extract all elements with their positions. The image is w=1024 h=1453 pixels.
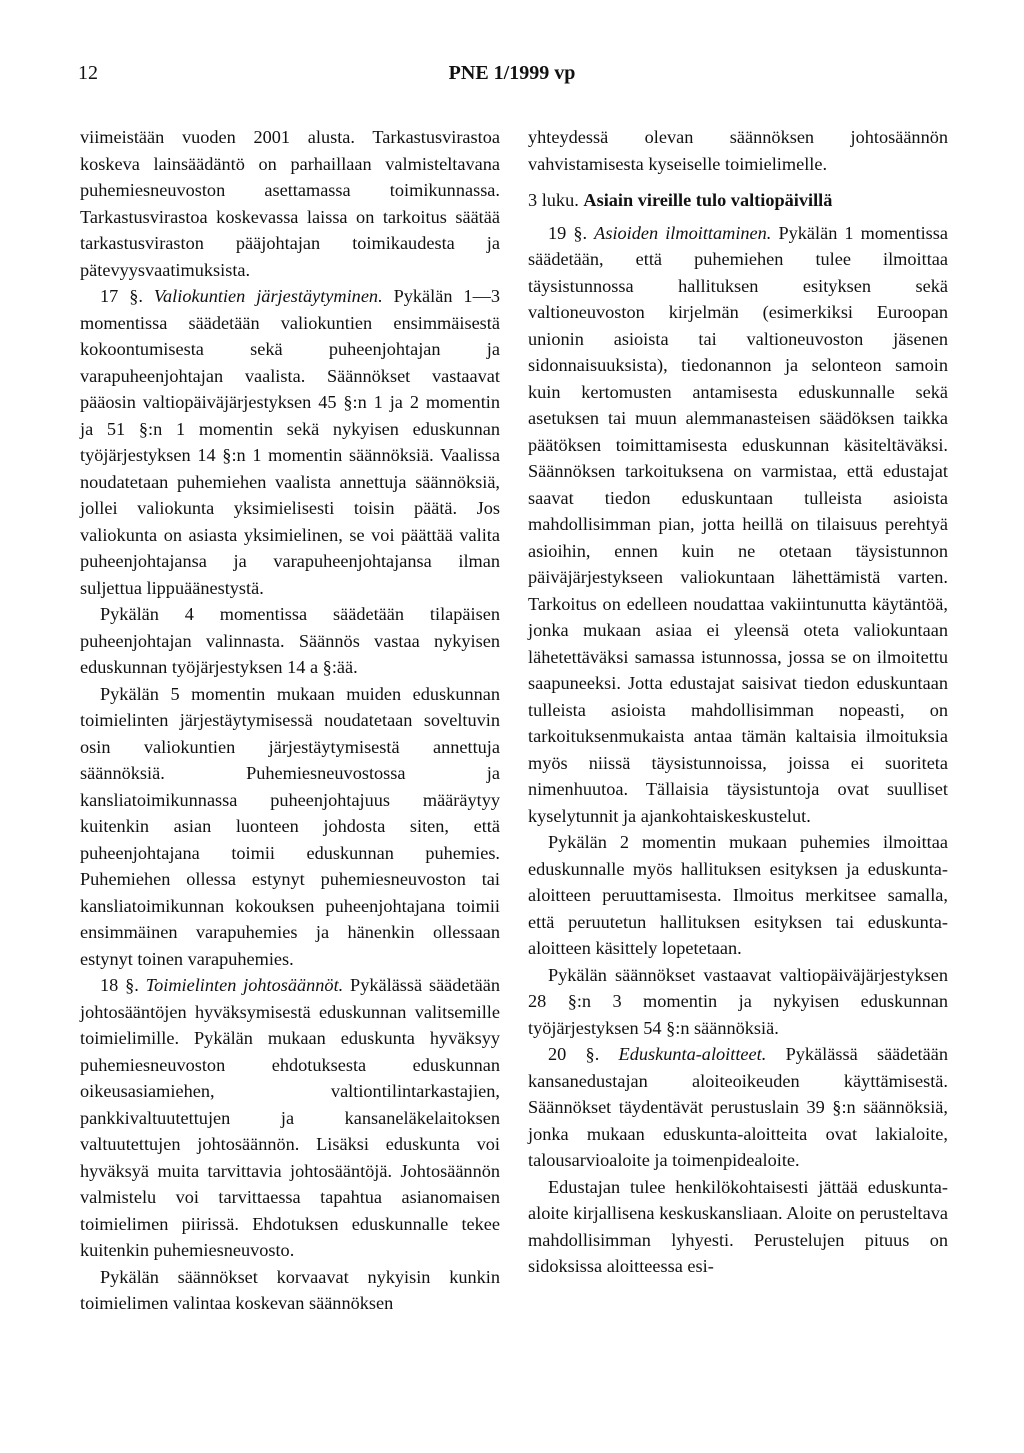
section-number: 17 §. <box>100 286 143 306</box>
section-title: Asioiden ilmoittaminen. <box>594 222 772 243</box>
page-header <box>78 62 946 92</box>
section-title: Eduskunta-aloitteet. <box>618 1044 767 1064</box>
paragraph-continuation: viimeistään vuoden 2001 alusta. Tarkastusvirastoa koskeva lainsäädäntö on parhaillaan valmisteltavana puhemiesneuvoston asettamassa toimikunnassa. Tarkastusvirastoa koskevassa laissa on tarkoitus säätää tarkastusviraston pääjohtajan toimikaudesta ja pätevyysvaatimuksista. <box>80 127 500 280</box>
section-title: Valiokuntien järjestäytyminen. <box>153 286 383 306</box>
chapter-heading <box>528 187 948 214</box>
paragraph: Edustajan tulee henkilökohtaisesti jättää eduskunta-aloite kirjallisena keskuskansliaan. Aloite on perusteltava mahdollisimman lyhyesti. Perustelujen pituus on sidoksissa aloitteessa esi- <box>528 1176 948 1276</box>
paragraph: Pykälän 2 momentin mukaan puhemies ilmoittaa eduskunnalle myös hallituksen esityksen ja eduskunta-aloitteen peruuttamisesta. Ilmoitus merkitsee samalla, että peruutetun hallituksen esityksen tai eduskunta-aloitteen käsittely lopetetaan. <box>528 832 948 958</box>
section-number: 18 §. <box>100 975 139 995</box>
section-17 <box>80 283 500 601</box>
running-title: PNE 1/1999 vp <box>448 62 576 84</box>
paragraph: Pykälän 5 momentin mukaan muiden eduskunnan toimielinten järjestäytymisessä noudatetaan soveltuvin osin valiokuntien järjestäytymisestä annettuja säännöksiä. Puhemiesneuvostossa ja kansliatoimikunnassa puheenjohtajuus määräytyy kuitenkin asian luonteen johdosta siten, että puheenjohtajana toimii eduskunnan puhemies. Puhemiehen ollessa estynyt puhemiesneuvoston tai kansliatoimikunnan kokouksen puheenjohtajana toimii ensimmäinen varapuhemies ja hänenkin ollessaan estynyt toinen varapuhemies. <box>80 683 500 969</box>
section-body: Pykälässä säädetään kansanedustajan aloiteoikeuden käyttämisestä. Säännökset täydentävät perustuslain 39 §:n säännöksiä, jonka mukaan eduskunta-aloitteita ovat lakialoite, talousarvioaloite ja toimenpidealoite. <box>528 1044 948 1170</box>
paragraph: Pykälän säännökset vastaavat valtiopäiväjärjestyksen 28 §:n 3 momentin ja nykyisen eduskunnan työjärjestyksen 54 §:n säännöksiä. <box>528 964 948 1038</box>
section-number: 19 §. <box>548 222 588 243</box>
section-19 <box>528 220 948 830</box>
page-number: 12 <box>78 62 98 84</box>
section-body: Pykälässä säädetään johtosääntöjen hyväksymisestä eduskunnan valitsemille toimielimille. Pykälän mukaan eduskunta hyväksyy puhemiesneuvoston ehdotuksesta eduskunnan oikeusasiamiehen, valtiontilintarkastajien, pankkivaltuutettujen ja kansaneläkelaitoksen valtuutettujen johtosäännön. Lisäksi eduskunta voi hyväksyä muita tarvittavia johtosääntöjä. Johtosäännön valmistelu voi tarvittaessa tapahtua asianomaisen toimielimen piirissä. Ehdotuksen eduskunnalle tekee kuitenkin puhemiesneuvosto. <box>80 975 501 1260</box>
left-column <box>80 124 500 1317</box>
right-column <box>528 124 948 1280</box>
section-body: Pykälän 1 momentissa säädetään, että puhemiehen tulee ilmoittaa täysistunnossa hallituksen esityksen sekä valtioneuvoston kirjelmän (esimerkiksi Euroopan unionin asioista tai valtioneuvoston jäsenen sidonnaisuuksista), tiedonannon ja selonteon samoin kuin kertomusten antamisesta eduskunnalle sekä asetuksen tai muun alemmanasteisen säädöksen taikka päätöksen toimittamisesta eduskunnan käsiteltäväksi. Säännöksen tarkoituksena on varmistaa, että edustajat saavat tiedon eduskuntaan tulleista asioista mahdollisimman pian, jotta heillä on tilaisuus perehtyä asioihin, ennen kuin ne otetaan täysistunnon päiväjärjestykseen valiokuntaan lähettämistä varten. Tarkoitus on edelleen noudattaa vakiintunutta käytäntöä, jonka mukaan asiaa ei yleensä oteta valiokuntaan lähetettäväksi samassa istunnossa, jossa se on ilmoitettu saapuneeksi. Jotta edustajat saisivat tiedon eduskuntaan tulleista asioista mahdollisimman nopeasti, on tarkoituksenmukaista antaa tämän kaltaisia ilmoituksia myös niissä täysistunnoissa, joissa ei suoriteta nimenhuutoa. Tällaisia täysistuntoja ovat suulliset kyselytunnit ja ajankohtaiskeskustelut. <box>528 222 948 826</box>
section-20 <box>528 1041 948 1174</box>
paragraph-continuation: yhteydessä olevan säännöksen johtosäännön vahvistamisesta kyseiselle toimielimelle. <box>528 127 948 174</box>
section-18 <box>80 972 500 1264</box>
chapter-title: Asiain vireille tulo valtiopäivillä <box>583 190 833 210</box>
section-number: 20 §. <box>548 1044 600 1064</box>
paragraph: Pykälän säännökset korvaavat nykyisin kunkin toimielimen valintaa koskevan säännöksen <box>80 1266 500 1313</box>
paragraph: Pykälän 4 momentissa säädetään tilapäisen puheenjohtajan valinnasta. Säännös vastaa nykyisen eduskunnan työjärjestyksen 14 a §:ää. <box>80 604 500 677</box>
section-body: Pykälän 1—3 momentissa säädetään valiokuntien ensimmäisestä kokoontumisesta sekä puheenjohtajan ja varapuheenjohtajan vaalista. Säännökset vastaavat pääosin valtiopäiväjärjestyksen 45 §:n 1 ja 2 momentin ja 51 §:n 1 momentin sekä nykyisen eduskunnan työjärjestyksen 14 §:n 1 momentin säännöksiä. Vaalissa noudatetaan puhemiehen vaalista annettuja säännöksiä, jollei valiokunta yksimielisesti toisin päätä. Jos valiokunta on asiasta yksimielinen, se voi päättää valita puheenjohtajansa ja varapuheenjohtajansa ilman suljettua lippuäänestystä. <box>80 286 500 598</box>
section-title: Toimielinten johtosäännöt. <box>145 975 344 995</box>
chapter-number: 3 luku. <box>528 190 579 210</box>
